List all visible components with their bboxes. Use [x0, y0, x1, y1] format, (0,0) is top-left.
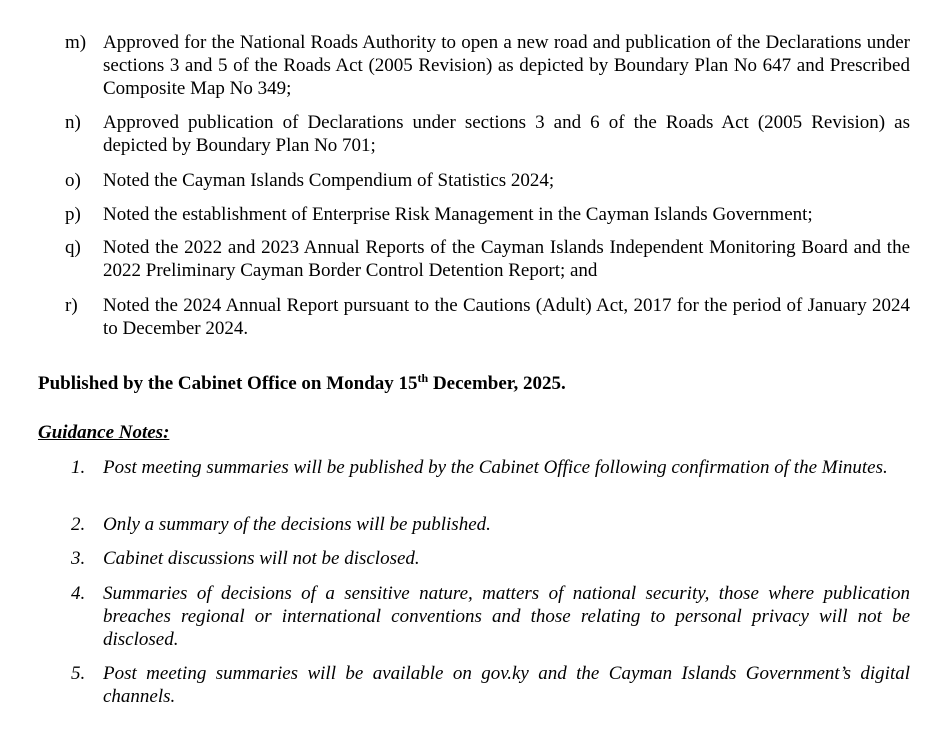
guidance-note-1	[65, 456, 910, 479]
decision-item-o	[65, 169, 910, 192]
note-text: Post meeting summaries will be available on gov.ky and the Cayman Islands Government’s digital channels.	[103, 663, 910, 707]
note-marker: 5.	[71, 663, 86, 684]
decision-item-m	[65, 31, 910, 100]
decision-text: Noted the 2022 and 2023 Annual Reports of the Cayman Islands Independent Monitoring Board and the 2022 Preliminary Cayman Border Control Detention Report; and	[103, 237, 910, 281]
guidance-note-4	[65, 582, 910, 651]
decision-item-r	[65, 294, 910, 340]
decision-marker: p)	[65, 204, 81, 225]
decision-text: Noted the establishment of Enterprise Risk Management in the Cayman Islands Government;	[103, 204, 813, 225]
note-text: Summaries of decisions of a sensitive nature, matters of national security, those where publication breaches regional or international conventions and those relating to personal privacy will not be disclosed.	[103, 583, 910, 650]
decision-marker: q)	[65, 237, 81, 258]
note-marker: 3.	[71, 548, 86, 569]
decision-item-p	[65, 203, 910, 226]
published-statement	[38, 372, 566, 395]
decision-item-q	[65, 236, 910, 282]
note-marker: 4.	[71, 583, 86, 604]
note-text: Cabinet discussions will not be disclosed.	[103, 548, 420, 569]
decision-item-n	[65, 111, 910, 157]
guidance-note-2	[65, 513, 910, 536]
decision-text: Approved publication of Declarations under sections 3 and 6 of the Roads Act (2005 Revision) as depicted by Boundary Plan No 701;	[103, 112, 910, 156]
decision-marker: o)	[65, 170, 81, 191]
published-prefix: Published by the Cabinet Office on Monday 15	[38, 373, 418, 394]
note-text: Only a summary of the decisions will be published.	[103, 514, 491, 535]
note-marker: 1.	[71, 457, 86, 478]
decision-marker: m)	[65, 32, 87, 53]
decision-marker: r)	[65, 295, 78, 316]
note-text: Post meeting summaries will be published by the Cabinet Office following confirmation of the Minutes.	[103, 457, 888, 478]
decision-text: Noted the Cayman Islands Compendium of Statistics 2024;	[103, 170, 555, 191]
guidance-note-5	[65, 662, 910, 708]
guidance-note-3	[65, 547, 910, 570]
published-suffix: December, 2025.	[428, 373, 566, 394]
note-marker: 2.	[71, 514, 86, 535]
published-ordinal: th	[417, 371, 429, 385]
decision-text: Noted the 2024 Annual Report pursuant to the Cautions (Adult) Act, 2017 for the period of January 2024 to December 2024.	[103, 295, 910, 339]
guidance-notes-heading: Guidance Notes:	[38, 422, 170, 443]
decision-marker: n)	[65, 112, 81, 133]
decision-text: Approved for the National Roads Authority to open a new road and publication of the Declarations under sections 3 and 5 of the Roads Act (2005 Revision) as depicted by Boundary Plan No 647 and Prescribed Composite Map No 349;	[103, 32, 910, 99]
